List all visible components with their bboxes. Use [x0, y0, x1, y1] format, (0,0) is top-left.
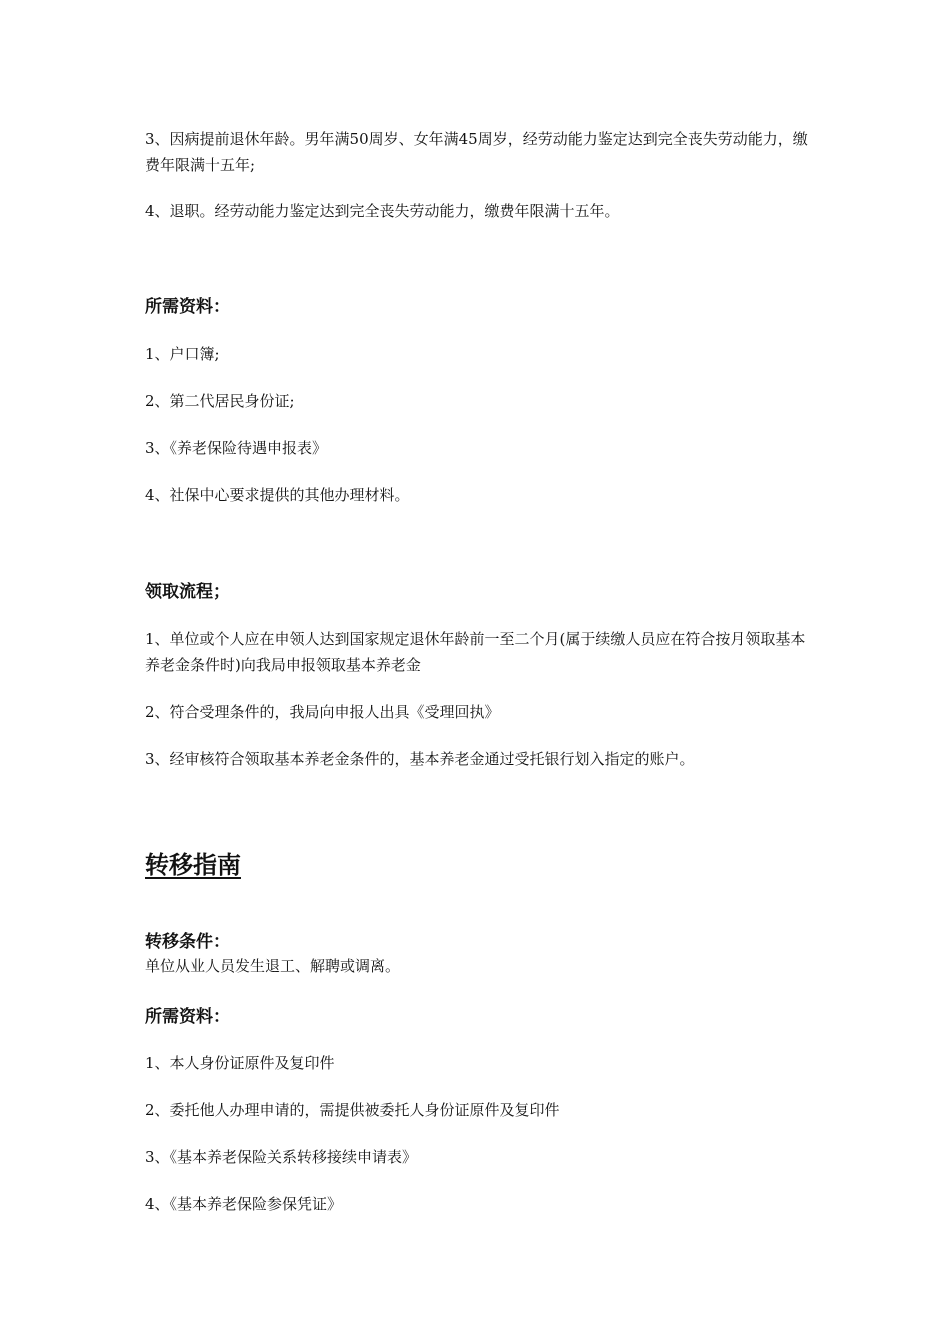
transfer-conditions-heading: 转移条件： [145, 932, 230, 952]
transfer-materials-heading: 所需资料： [145, 1007, 230, 1027]
transfer-guide-title: 转移指南 [145, 851, 241, 879]
required-material-item: 4、社保中心要求提供的其他办理材料。 [145, 486, 410, 504]
transfer-conditions-text: 单位从业人员发生退工、解聘或调离。 [145, 957, 401, 975]
transfer-material-item: 4、《基本养老保险参保凭证》 [145, 1195, 343, 1213]
claim-process-item: 3、经审核符合领取基本养老金条件的，基本养老金通过受托银行划入指定的账户。 [145, 750, 695, 768]
claim-process-heading: 领取流程； [145, 582, 230, 602]
required-material-item: 2、第二代居民身份证; [145, 392, 295, 410]
transfer-material-item: 1、本人身份证原件及复印件 [145, 1054, 335, 1072]
required-materials-heading: 所需资料： [145, 297, 230, 317]
claim-process-item: 1、单位或个人应在申领人达到国家规定退休年龄前一至二个月(属于续缴人员应在符合按月领取基本养老金条件时)向我局申报领取基本养老金 [145, 630, 806, 674]
required-material-item: 3、《养老保险待遇申报表》 [145, 439, 328, 457]
claim-process-item: 2、符合受理条件的，我局向申报人出具《受理回执》 [145, 703, 500, 721]
retirement-condition-4: 4、退职。经劳动能力鉴定达到完全丧失劳动能力，缴费年限满十五年。 [145, 202, 620, 220]
retirement-condition-3: 3、因病提前退休年龄。男年满50周岁、女年满45周岁，经劳动能力鉴定达到完全丧失劳动能力，缴费年限满十五年; [145, 130, 808, 174]
transfer-material-item: 3、《基本养老保险关系转移接续申请表》 [145, 1148, 418, 1166]
required-material-item: 1、户口簿; [145, 345, 220, 363]
transfer-material-item: 2、委托他人办理申请的，需提供被委托人身份证原件及复印件 [145, 1101, 560, 1119]
